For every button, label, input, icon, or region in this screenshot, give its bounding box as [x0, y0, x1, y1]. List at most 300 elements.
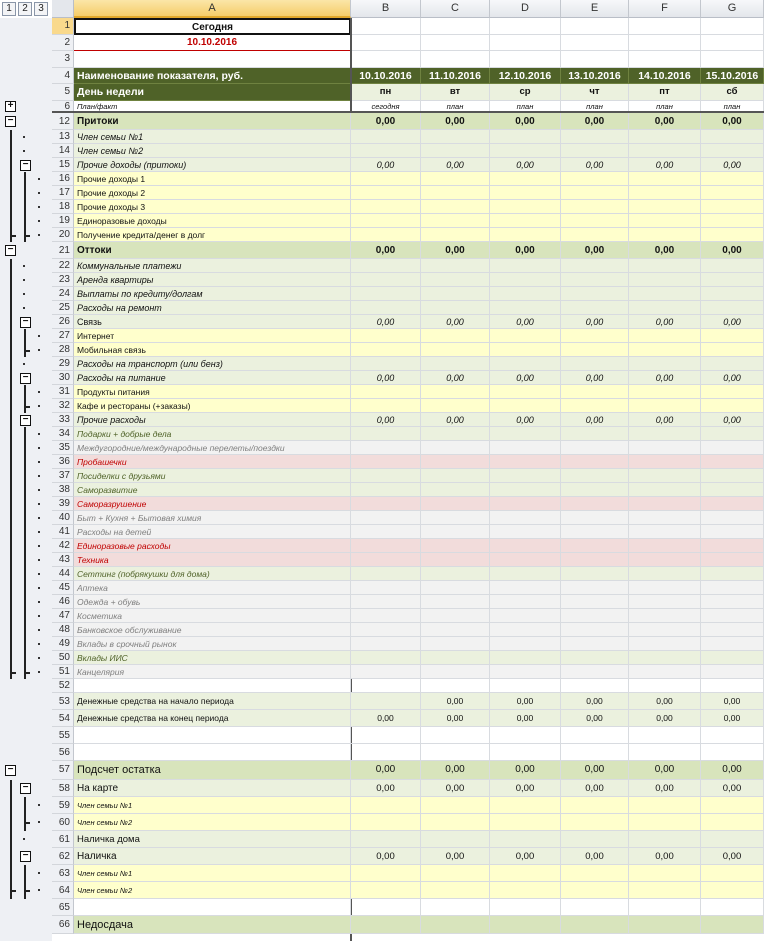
value-cell[interactable]: 0,00 — [701, 761, 764, 780]
value-cell[interactable] — [351, 399, 421, 413]
value-cell[interactable] — [490, 727, 561, 744]
value-cell[interactable] — [701, 744, 764, 761]
value-cell[interactable]: 0,00 — [701, 371, 764, 385]
value-cell[interactable] — [561, 727, 629, 744]
value-cell[interactable] — [701, 525, 764, 539]
row-label-cell[interactable]: Междугородние/международные перелеты/поездки — [74, 441, 351, 455]
row-header[interactable]: 56 — [52, 744, 74, 761]
value-cell[interactable] — [629, 329, 701, 343]
value-cell[interactable] — [629, 385, 701, 399]
value-cell[interactable]: 0,00 — [490, 315, 561, 329]
value-cell[interactable] — [490, 427, 561, 441]
value-cell[interactable] — [351, 483, 421, 497]
row-header[interactable]: 2 — [52, 35, 74, 52]
row-header[interactable]: 14 — [52, 144, 74, 158]
row-header[interactable]: 41 — [52, 525, 74, 539]
row-header[interactable]: 40 — [52, 511, 74, 525]
value-cell[interactable] — [561, 497, 629, 511]
value-cell[interactable] — [701, 259, 764, 273]
value-cell[interactable]: 0,00 — [701, 848, 764, 865]
collapse-group-button[interactable]: − — [5, 765, 16, 776]
value-cell[interactable] — [421, 273, 490, 287]
value-cell[interactable] — [421, 581, 490, 595]
value-cell[interactable] — [561, 595, 629, 609]
row-label-cell[interactable]: Член семьи №2 — [74, 144, 351, 158]
value-cell[interactable]: 0,00 — [629, 158, 701, 172]
row-header[interactable]: 28 — [52, 343, 74, 357]
value-cell[interactable] — [490, 567, 561, 581]
value-cell[interactable] — [490, 665, 561, 679]
value-cell[interactable]: 0,00 — [421, 113, 490, 130]
row-header[interactable]: 22 — [52, 259, 74, 273]
value-cell[interactable] — [561, 130, 629, 144]
value-cell[interactable]: 0,00 — [629, 371, 701, 385]
value-cell[interactable]: 0,00 — [701, 113, 764, 130]
value-cell[interactable] — [701, 130, 764, 144]
value-cell[interactable] — [561, 385, 629, 399]
value-cell[interactable] — [561, 511, 629, 525]
value-cell[interactable] — [701, 679, 764, 693]
weekday-cell[interactable]: чт — [561, 84, 629, 101]
weekday-label-cell[interactable]: День недели — [74, 84, 351, 101]
value-cell[interactable] — [421, 553, 490, 567]
value-cell[interactable] — [629, 899, 701, 916]
weekday-cell[interactable]: ср — [490, 84, 561, 101]
select-all-corner[interactable] — [52, 0, 74, 18]
value-cell[interactable] — [561, 797, 629, 814]
value-cell[interactable] — [421, 865, 490, 882]
value-cell[interactable] — [701, 665, 764, 679]
value-cell[interactable] — [421, 427, 490, 441]
row-header[interactable]: 48 — [52, 623, 74, 637]
row-header[interactable]: 25 — [52, 301, 74, 315]
value-cell[interactable] — [629, 567, 701, 581]
value-cell[interactable] — [629, 553, 701, 567]
value-cell[interactable] — [490, 357, 561, 371]
row-header[interactable]: 60 — [52, 814, 74, 831]
value-cell[interactable] — [701, 882, 764, 899]
value-cell[interactable] — [351, 214, 421, 228]
value-cell[interactable]: 0,00 — [351, 413, 421, 427]
row-header[interactable]: 51 — [52, 665, 74, 679]
empty-cell[interactable] — [561, 35, 629, 52]
value-cell[interactable] — [490, 144, 561, 158]
value-cell[interactable]: 0,00 — [490, 242, 561, 259]
value-cell[interactable]: 0,00 — [561, 158, 629, 172]
row-header[interactable]: 18 — [52, 200, 74, 214]
row-label-cell[interactable]: Расходы на ремонт — [74, 301, 351, 315]
value-cell[interactable]: 0,00 — [561, 413, 629, 427]
empty-cell[interactable] — [351, 18, 421, 35]
value-cell[interactable]: 0,00 — [629, 780, 701, 797]
value-cell[interactable]: 0,00 — [629, 693, 701, 710]
value-cell[interactable] — [351, 679, 421, 693]
value-cell[interactable] — [561, 814, 629, 831]
value-cell[interactable] — [701, 301, 764, 315]
column-header-d[interactable]: D — [490, 0, 561, 18]
row-header[interactable]: 38 — [52, 483, 74, 497]
value-cell[interactable] — [351, 865, 421, 882]
row-header[interactable]: 46 — [52, 595, 74, 609]
row-header[interactable]: 30 — [52, 371, 74, 385]
empty-cell[interactable] — [351, 35, 421, 52]
row-header[interactable]: 5 — [52, 84, 74, 101]
value-cell[interactable] — [561, 539, 629, 553]
value-cell[interactable] — [490, 651, 561, 665]
value-cell[interactable] — [629, 200, 701, 214]
value-cell[interactable] — [629, 343, 701, 357]
value-cell[interactable] — [351, 744, 421, 761]
value-cell[interactable]: 0,00 — [351, 710, 421, 727]
row-label-cell[interactable]: Техника — [74, 553, 351, 567]
column-header-c[interactable]: C — [421, 0, 490, 18]
row-label-cell[interactable]: Подсчет остатка — [74, 761, 351, 780]
value-cell[interactable] — [490, 259, 561, 273]
value-cell[interactable] — [629, 497, 701, 511]
value-cell[interactable] — [629, 727, 701, 744]
value-cell[interactable] — [629, 525, 701, 539]
value-cell[interactable] — [701, 273, 764, 287]
value-cell[interactable] — [561, 525, 629, 539]
value-cell[interactable] — [629, 831, 701, 848]
value-cell[interactable] — [351, 287, 421, 301]
value-cell[interactable] — [351, 511, 421, 525]
value-cell[interactable] — [561, 287, 629, 301]
value-cell[interactable]: 0,00 — [701, 693, 764, 710]
row-header[interactable]: 27 — [52, 329, 74, 343]
empty-cell[interactable] — [561, 51, 629, 68]
row-label-cell[interactable]: Член семьи №1 — [74, 797, 351, 814]
value-cell[interactable] — [490, 214, 561, 228]
value-cell[interactable] — [351, 581, 421, 595]
value-cell[interactable] — [629, 679, 701, 693]
value-cell[interactable] — [701, 228, 764, 242]
value-cell[interactable] — [421, 228, 490, 242]
value-cell[interactable] — [490, 301, 561, 315]
value-cell[interactable] — [490, 200, 561, 214]
value-cell[interactable] — [490, 525, 561, 539]
value-cell[interactable] — [490, 637, 561, 651]
empty-cell[interactable] — [490, 35, 561, 52]
value-cell[interactable] — [561, 831, 629, 848]
value-cell[interactable] — [561, 553, 629, 567]
value-cell[interactable]: 0,00 — [561, 113, 629, 130]
value-cell[interactable] — [421, 916, 490, 934]
value-cell[interactable] — [701, 553, 764, 567]
value-cell[interactable] — [561, 651, 629, 665]
row-label-cell[interactable]: Пробашечки — [74, 455, 351, 469]
row-header[interactable]: 35 — [52, 441, 74, 455]
value-cell[interactable]: 0,00 — [701, 315, 764, 329]
value-cell[interactable]: 0,00 — [351, 113, 421, 130]
value-cell[interactable] — [421, 665, 490, 679]
row-header[interactable]: 36 — [52, 455, 74, 469]
row-label-cell[interactable]: Вклады ИИС — [74, 651, 351, 665]
value-cell[interactable] — [490, 831, 561, 848]
value-cell[interactable] — [421, 441, 490, 455]
value-cell[interactable] — [561, 427, 629, 441]
value-cell[interactable] — [629, 273, 701, 287]
value-cell[interactable] — [701, 637, 764, 651]
value-cell[interactable] — [701, 497, 764, 511]
value-cell[interactable] — [629, 259, 701, 273]
row-label-cell[interactable] — [74, 727, 351, 744]
row-label-cell[interactable]: Кафе и рестораны (+заказы) — [74, 399, 351, 413]
planfact-label-cell[interactable]: План/факт — [74, 101, 351, 114]
value-cell[interactable]: 0,00 — [421, 848, 490, 865]
row-label-cell[interactable]: Член семьи №2 — [74, 882, 351, 899]
value-cell[interactable]: 0,00 — [421, 158, 490, 172]
value-cell[interactable] — [701, 567, 764, 581]
row-label-cell[interactable]: Наличка дома — [74, 831, 351, 848]
value-cell[interactable]: 0,00 — [701, 413, 764, 427]
row-header[interactable]: 1 — [52, 18, 74, 35]
value-cell[interactable] — [701, 797, 764, 814]
row-header[interactable]: 26 — [52, 315, 74, 329]
value-cell[interactable] — [701, 865, 764, 882]
value-cell[interactable] — [701, 814, 764, 831]
row-label-cell[interactable]: Расходы на детей — [74, 525, 351, 539]
value-cell[interactable]: 0,00 — [490, 761, 561, 780]
row-header[interactable]: 6 — [52, 101, 74, 114]
outline-level-3-button[interactable]: 3 — [34, 2, 48, 16]
value-cell[interactable]: 0,00 — [701, 242, 764, 259]
row-header[interactable]: 58 — [52, 780, 74, 797]
value-cell[interactable]: 0,00 — [351, 371, 421, 385]
row-label-cell[interactable]: Мобильная связь — [74, 343, 351, 357]
column-header-f[interactable]: F — [629, 0, 701, 18]
row-label-cell[interactable]: Быт + Кухня + Бытовая химия — [74, 511, 351, 525]
row-label-cell[interactable]: Расходы на питание — [74, 371, 351, 385]
empty-cell[interactable] — [701, 51, 764, 68]
value-cell[interactable] — [421, 287, 490, 301]
value-cell[interactable] — [701, 727, 764, 744]
value-cell[interactable]: 0,00 — [351, 315, 421, 329]
value-cell[interactable] — [490, 186, 561, 200]
value-cell[interactable] — [629, 469, 701, 483]
value-cell[interactable] — [701, 595, 764, 609]
column-header-a[interactable]: A — [74, 0, 351, 18]
value-cell[interactable] — [701, 343, 764, 357]
value-cell[interactable] — [490, 130, 561, 144]
empty-cell[interactable] — [490, 51, 561, 68]
value-cell[interactable] — [629, 130, 701, 144]
value-cell[interactable]: 0,00 — [561, 371, 629, 385]
value-cell[interactable]: 0,00 — [490, 371, 561, 385]
row-label-cell[interactable]: Оттоки — [74, 242, 351, 259]
value-cell[interactable] — [351, 130, 421, 144]
row-label-cell[interactable]: Коммунальные платежи — [74, 259, 351, 273]
value-cell[interactable] — [629, 882, 701, 899]
row-label-cell[interactable]: Притоки — [74, 113, 351, 130]
row-label-cell[interactable]: Саморазвитие — [74, 483, 351, 497]
row-header[interactable]: 37 — [52, 469, 74, 483]
value-cell[interactable]: 0,00 — [421, 413, 490, 427]
date-header-cell[interactable]: 14.10.2016 — [629, 68, 701, 85]
value-cell[interactable]: 0,00 — [701, 710, 764, 727]
value-cell[interactable]: 0,00 — [351, 158, 421, 172]
planfact-cell[interactable]: сегодня — [351, 101, 421, 114]
value-cell[interactable] — [421, 814, 490, 831]
value-cell[interactable] — [490, 539, 561, 553]
row-header[interactable]: 42 — [52, 539, 74, 553]
value-cell[interactable] — [490, 814, 561, 831]
row-header[interactable]: 15 — [52, 158, 74, 172]
value-cell[interactable] — [629, 595, 701, 609]
value-cell[interactable] — [629, 637, 701, 651]
value-cell[interactable] — [351, 651, 421, 665]
value-cell[interactable] — [490, 609, 561, 623]
value-cell[interactable] — [421, 511, 490, 525]
expand-group-button[interactable]: + — [5, 101, 16, 112]
row-header[interactable]: 44 — [52, 567, 74, 581]
value-cell[interactable] — [701, 144, 764, 158]
value-cell[interactable] — [629, 172, 701, 186]
value-cell[interactable] — [701, 581, 764, 595]
row-header[interactable]: 33 — [52, 413, 74, 427]
collapse-group-button[interactable]: − — [20, 783, 31, 794]
value-cell[interactable]: 0,00 — [561, 315, 629, 329]
collapse-group-button[interactable]: − — [5, 116, 16, 127]
value-cell[interactable] — [561, 214, 629, 228]
row-label-cell[interactable]: Косметика — [74, 609, 351, 623]
value-cell[interactable] — [490, 469, 561, 483]
today-date-cell[interactable]: 10.10.2016 — [74, 35, 351, 52]
value-cell[interactable] — [490, 899, 561, 916]
value-cell[interactable]: 0,00 — [629, 242, 701, 259]
value-cell[interactable] — [561, 609, 629, 623]
value-cell[interactable] — [490, 385, 561, 399]
value-cell[interactable]: 0,00 — [629, 761, 701, 780]
row-header[interactable]: 61 — [52, 831, 74, 848]
row-label-cell[interactable]: Расходы на транспорт (или бенз) — [74, 357, 351, 371]
value-cell[interactable] — [351, 637, 421, 651]
empty-cell[interactable] — [701, 18, 764, 35]
value-cell[interactable] — [351, 797, 421, 814]
collapse-group-button[interactable]: − — [20, 160, 31, 171]
row-label-cell[interactable]: Получение кредита/денег в долг — [74, 228, 351, 242]
value-cell[interactable] — [351, 553, 421, 567]
value-cell[interactable] — [351, 727, 421, 744]
row-header[interactable]: 13 — [52, 130, 74, 144]
row-header[interactable]: 4 — [52, 68, 74, 85]
value-cell[interactable] — [351, 916, 421, 934]
row-header[interactable]: 3 — [52, 51, 74, 68]
empty-cell[interactable] — [629, 51, 701, 68]
row-header[interactable]: 62 — [52, 848, 74, 865]
value-cell[interactable] — [561, 865, 629, 882]
weekday-cell[interactable]: сб — [701, 84, 764, 101]
value-cell[interactable] — [701, 455, 764, 469]
value-cell[interactable] — [490, 744, 561, 761]
row-label-cell[interactable]: Прочие доходы 1 — [74, 172, 351, 186]
value-cell[interactable] — [701, 916, 764, 934]
value-cell[interactable] — [351, 172, 421, 186]
empty-cell[interactable] — [490, 18, 561, 35]
value-cell[interactable]: 0,00 — [629, 413, 701, 427]
row-header[interactable]: 66 — [52, 916, 74, 934]
value-cell[interactable]: 0,00 — [421, 710, 490, 727]
value-cell[interactable] — [421, 399, 490, 413]
value-cell[interactable] — [490, 497, 561, 511]
value-cell[interactable]: 0,00 — [561, 693, 629, 710]
value-cell[interactable] — [629, 865, 701, 882]
row-label-cell[interactable]: Единоразовые доходы — [74, 214, 351, 228]
value-cell[interactable] — [561, 483, 629, 497]
value-cell[interactable] — [421, 539, 490, 553]
value-cell[interactable] — [629, 814, 701, 831]
value-cell[interactable] — [561, 441, 629, 455]
row-label-cell[interactable] — [74, 679, 351, 693]
row-header[interactable]: 23 — [52, 273, 74, 287]
value-cell[interactable]: 0,00 — [701, 780, 764, 797]
row-header[interactable]: 59 — [52, 797, 74, 814]
empty-cell[interactable] — [629, 18, 701, 35]
value-cell[interactable] — [421, 567, 490, 581]
value-cell[interactable] — [490, 329, 561, 343]
value-cell[interactable] — [490, 483, 561, 497]
value-cell[interactable] — [701, 427, 764, 441]
value-cell[interactable] — [421, 214, 490, 228]
value-cell[interactable] — [561, 186, 629, 200]
row-label-cell[interactable]: Член семьи №1 — [74, 130, 351, 144]
row-label-cell[interactable]: Наличка — [74, 848, 351, 865]
value-cell[interactable]: 0,00 — [490, 848, 561, 865]
weekday-cell[interactable]: вт — [421, 84, 490, 101]
value-cell[interactable] — [490, 916, 561, 934]
value-cell[interactable] — [701, 385, 764, 399]
value-cell[interactable]: 0,00 — [421, 693, 490, 710]
value-cell[interactable]: 0,00 — [351, 780, 421, 797]
value-cell[interactable] — [351, 623, 421, 637]
empty-cell[interactable] — [629, 35, 701, 52]
value-cell[interactable] — [490, 581, 561, 595]
column-header-g[interactable]: G — [701, 0, 764, 18]
value-cell[interactable] — [421, 623, 490, 637]
value-cell[interactable] — [351, 814, 421, 831]
value-cell[interactable] — [629, 427, 701, 441]
row-label-cell[interactable]: Саморазрушение — [74, 497, 351, 511]
value-cell[interactable] — [351, 144, 421, 158]
value-cell[interactable] — [629, 511, 701, 525]
value-cell[interactable] — [351, 497, 421, 511]
value-cell[interactable]: 0,00 — [351, 242, 421, 259]
date-header-cell[interactable]: 13.10.2016 — [561, 68, 629, 85]
row-header[interactable]: 31 — [52, 385, 74, 399]
value-cell[interactable] — [490, 865, 561, 882]
value-cell[interactable] — [351, 469, 421, 483]
value-cell[interactable] — [421, 385, 490, 399]
value-cell[interactable] — [561, 899, 629, 916]
value-cell[interactable] — [701, 609, 764, 623]
value-cell[interactable] — [561, 200, 629, 214]
row-header[interactable]: 57 — [52, 761, 74, 780]
column-header-b[interactable]: B — [351, 0, 421, 18]
value-cell[interactable] — [701, 483, 764, 497]
row-label-cell[interactable]: Недосдача — [74, 916, 351, 934]
value-cell[interactable] — [421, 497, 490, 511]
row-label-cell[interactable]: Денежные средства на начало периода — [74, 693, 351, 710]
value-cell[interactable] — [351, 665, 421, 679]
header-title-cell[interactable]: Наименование показателя, руб. — [74, 68, 351, 85]
row-label-cell[interactable]: Прочие доходы 3 — [74, 200, 351, 214]
collapse-group-button[interactable]: − — [5, 245, 16, 256]
row-label-cell[interactable]: Аптека — [74, 581, 351, 595]
value-cell[interactable] — [351, 831, 421, 848]
value-cell[interactable] — [421, 301, 490, 315]
value-cell[interactable] — [561, 567, 629, 581]
value-cell[interactable] — [421, 259, 490, 273]
